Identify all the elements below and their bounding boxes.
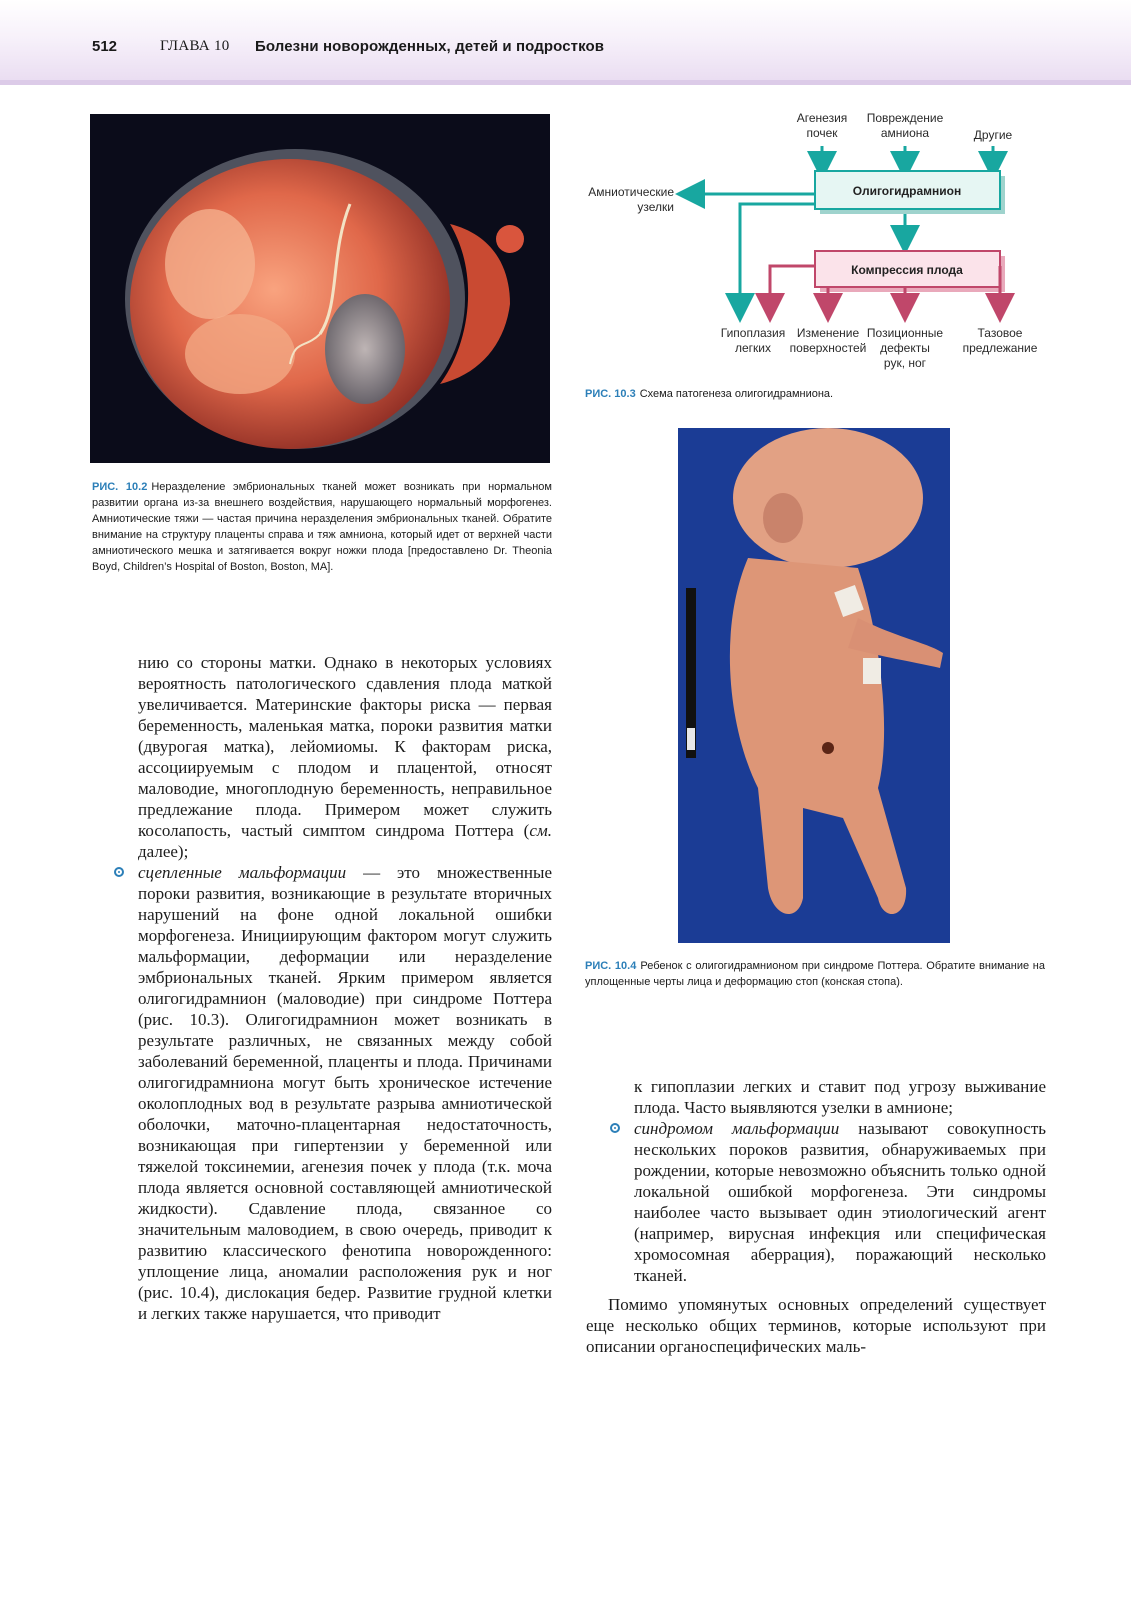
term-linked-malformations: сцепленные мальформации [138, 863, 347, 882]
figure-10-3-diagram [580, 108, 1050, 378]
figure-label: РИС. 10.3 [585, 388, 636, 400]
chapter-label: ГЛАВА 10 [160, 38, 230, 54]
bullet-text: — это множественные пороки развития, возникающие в результате вторичных нарушений на фоне одной локальной ошибки морфогенеза. Инициирующим фактором могут служить мальформации, деформации или неразделение эмбриональных тканей. Ярким примером является олигогидрамнион (маловодие) при синдроме Поттера (рис. 10.3). Олигогидрамнион может возникать в результате различных, не связанных между собой заболеваний беременной, плаценты и плода. Причинами олигогидрамниона могут быть хроническое истечение околоплодных вод в результате разрыва амниотической оболочки, маточно-плацентарная недостаточность, возникающая при гипертензии у беременной или тяжелой токсинемии, агенезия почек у плода (т.к. моча плода является основной составляющей амниотической жидкости). Сдавление плода, связанное со значительным маловодием, в свою очередь, приводит к развитию классического фенотипа новорожденного: уплощение лица, аномалии расположения рук и ног (рис. 10.4), дислокация бедер. Развитие грудной клетки и легких также нарушается, что приводит [138, 863, 552, 1323]
cause-label-amnion-damage [867, 111, 944, 140]
figure-10-4-photo [678, 428, 950, 943]
outcome-surface-changes [790, 326, 867, 355]
term-malformation-syndrome: синдромом мальформации [634, 1119, 840, 1138]
oligohydramnios-flowchart [580, 108, 1050, 378]
bullet-item-linked-malformations [138, 862, 552, 1324]
diagram-text-line: дефекты [880, 341, 930, 355]
diagram-text-line: Амниотические [588, 185, 674, 199]
italic-ref: см. [529, 821, 552, 840]
infant-illustration [678, 428, 950, 943]
arrow-oligo-to-lung [740, 204, 815, 308]
diagram-text-line: узелки [637, 200, 674, 214]
diagram-text-line: Повреждение [866, 111, 944, 125]
figure-10-3-caption [585, 386, 1045, 402]
figure-10-2-caption [92, 479, 552, 575]
compression-box-label: Компрессия плода [851, 263, 963, 277]
diagram-text-line: Гипоплазия [720, 326, 786, 340]
diagram-text-line: поверхностей [789, 341, 867, 355]
paragraph-end: далее); [138, 842, 189, 861]
chapter-title: Болезни новорожденных, детей и подростков [255, 38, 605, 55]
caption-text: Неразделение эмбриональных тканей может возникать при нормальном развитии органа из-за внешнего воздействия, нарушающего нормальный морфогенез. Амниотические тяжи — частая причина неразделения эмбриональных тканей. Обратите внимание на структуру плаценты справа и тяж амниона, который идет от верхней части амниотического мешка и затягивается вокруг ножки плода [предоставлено Dr. Theonia Boyd, Children’s Hospital of Boston, Boston, MA]. [92, 481, 552, 573]
figure-label: РИС. 10.2 [92, 481, 148, 493]
paragraph [138, 652, 552, 862]
diagram-text-line: Тазовое [977, 326, 1023, 340]
continuation-paragraph: к гипоплазии легких и ставит под угрозу выживание плода. Часто выявляются узелки в амнионе; [634, 1077, 1046, 1117]
diagram-text-line: Другие [973, 128, 1013, 142]
outcome-lung-hypoplasia [721, 326, 785, 355]
nodules-label [588, 185, 674, 214]
bullet-text: называют совокупность нескольких пороков развития, обнаруживаемых при рождении, которые невозможно объяснить только одной локальной ошибкой морфогенеза. Эти синдромы наиболее часто вызывает один этиологический агент (например, вирусная инфекция или специфическая хромосомная аберрация), поражающий несколько тканей. [634, 1119, 1046, 1285]
diagram-text-line: Позиционные [866, 326, 944, 340]
caption-text: Схема патогенеза олигогидрамниона. [639, 388, 834, 400]
diagram-text-line: рук, ног [883, 356, 927, 370]
cause-label-other [974, 128, 1013, 142]
figure-label: РИС. 10.4 [585, 960, 637, 972]
header-rule [0, 80, 1131, 85]
paragraph: Помимо упомянутых основных определений существует еще несколько общих терминов, которые используют при описании органоспецифических маль- [586, 1295, 1046, 1356]
bullet-circle-icon [114, 867, 124, 877]
body-column-right [586, 1076, 1046, 1357]
diagram-text-line: Агенезия [796, 111, 848, 125]
bullet-circle-icon [610, 1123, 620, 1133]
figure-10-2-photo [90, 114, 550, 463]
diagram-text-line: Изменение [796, 326, 860, 340]
diagram-text-line: легких [734, 341, 772, 355]
outcome-breech [963, 326, 1038, 355]
page-number: 512 [92, 38, 118, 55]
outcome-positional-defects [867, 326, 943, 370]
bullet-item-malformation-syndrome [586, 1118, 1046, 1286]
figure-10-4-caption [585, 958, 1045, 990]
cause-label-renal-agenesis [797, 111, 848, 140]
body-column-left [138, 652, 552, 1324]
arrow-compression-to-lung [770, 266, 815, 308]
diagram-text-line: почек [806, 126, 838, 140]
caption-text: Ребенок с олигогидрамнионом при синдроме Поттера. Обратите внимание на уплощенные черты лица и деформацию стоп (конская стопа). [585, 960, 1045, 988]
amniotic-sac-illustration [90, 114, 550, 463]
diagram-text-line: амниона [880, 126, 930, 140]
diagram-text-line: предлежание [962, 341, 1038, 355]
oligo-box-label: Олигогидрамнион [852, 184, 962, 198]
paragraph-text: нию со стороны матки. Однако в некоторых условиях вероятность патологического сдавления плода маткой увеличивается. Материнские факторы риска — первая беременность, маленькая матка, пороки развития матки (двурогая матка), лейомиомы. К факторам риска, ассоциируемым с плодом и плацентой, относят маловодие, многоплодную беременность, неправильное предлежание плода. Примером может служить косолапость, частый симптом синдрома Поттера ( [138, 653, 552, 840]
